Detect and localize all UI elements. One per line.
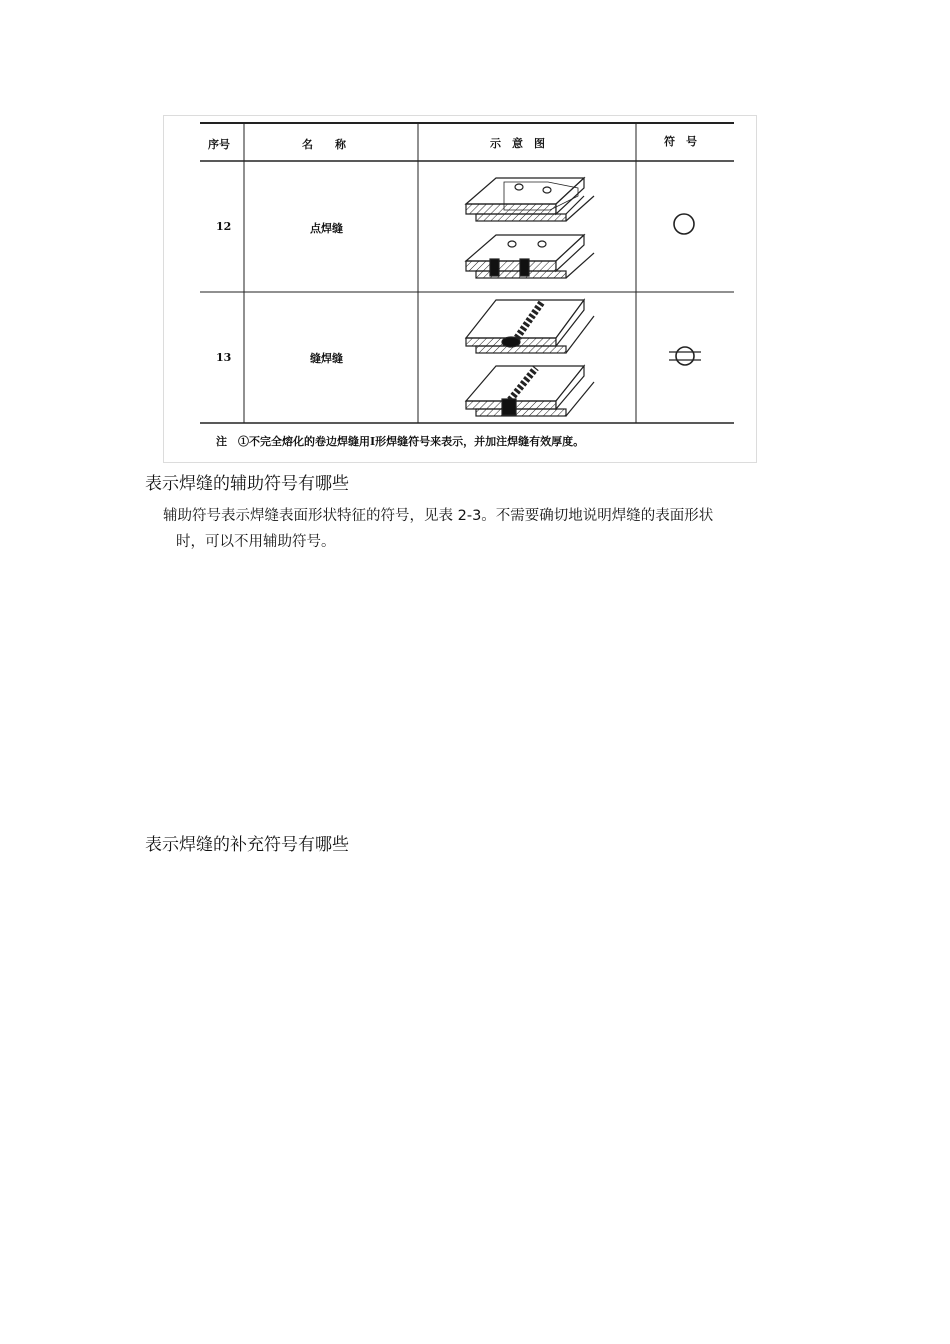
seam-weld-sketch-bottom <box>466 366 594 416</box>
section-heading-supplementary: 表示焊缝的补充符号有哪些 <box>145 835 349 855</box>
row-13-name: 缝焊缝 <box>310 352 343 365</box>
paragraph-line-2: 时，可以不用辅助符号。 <box>176 534 336 550</box>
seam-weld-symbol-icon <box>669 347 701 365</box>
table-drawing <box>164 116 758 464</box>
header-name: 名 称 <box>302 138 346 151</box>
table-note: 注 ①不完全熔化的卷边焊缝用Ⅰ形焊缝符号来表示，并加注焊缝有效厚度。 <box>216 435 585 448</box>
header-symbol: 符 号 <box>664 135 697 148</box>
header-diagram: 示 意 图 <box>490 137 545 150</box>
spot-weld-sketch-top <box>466 178 594 221</box>
paragraph-line-1: 辅助符号表示焊缝表面形状特征的符号，见表 2-3。不需要确切地说明焊缝的表面形状 <box>163 508 714 524</box>
row-13-no: 13 <box>216 351 232 364</box>
spot-weld-sketch-bottom <box>466 235 594 278</box>
row-12-no: 12 <box>216 220 232 233</box>
auxiliary-paragraph <box>163 503 813 555</box>
row-12-name: 点焊缝 <box>310 222 343 235</box>
weld-symbol-table-figure <box>163 115 757 463</box>
header-no: 序号 <box>208 138 230 151</box>
section-heading-auxiliary: 表示焊缝的辅助符号有哪些 <box>145 474 349 494</box>
spot-weld-symbol-icon <box>674 214 694 234</box>
seam-weld-sketch-top <box>466 300 594 353</box>
